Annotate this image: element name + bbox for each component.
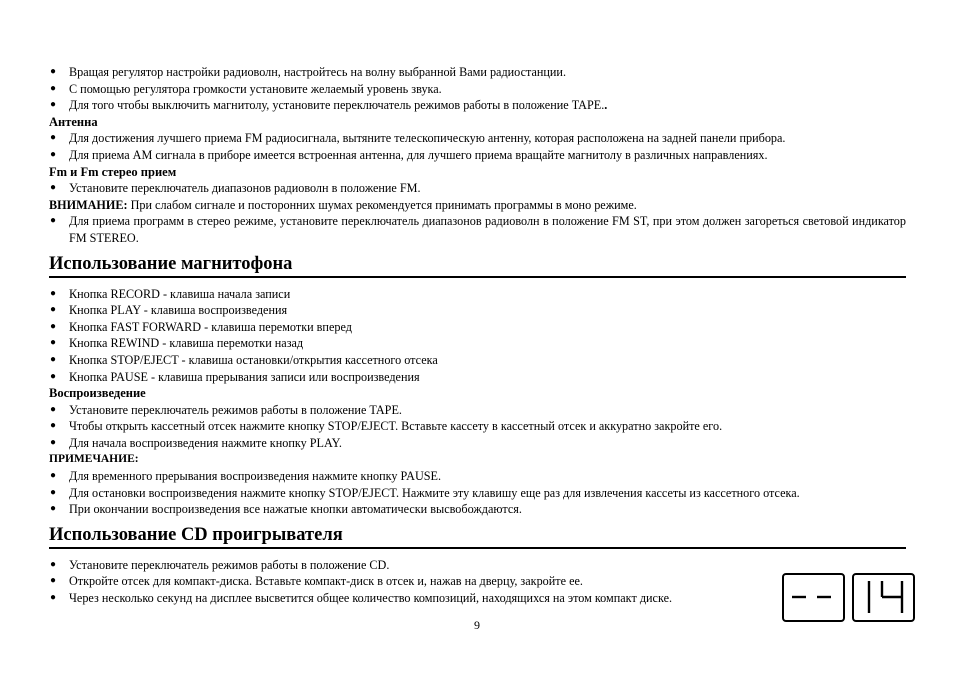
list-item: ● Для того чтобы выключить магнитолу, установите переключатель режимов работы в положение TAPE.. xyxy=(50,98,608,113)
list-item: ● Установите переключатель режимов работы в положение CD. xyxy=(50,557,390,572)
manual-page xyxy=(49,64,906,607)
attention-note xyxy=(49,197,906,214)
lcd-dashes-icon xyxy=(784,575,843,620)
list-item: ● Откройте отсек для компакт-диска. Вставьте компакт-диск в отсек и, нажав на дверцу, закройте ее. xyxy=(50,574,583,589)
bullet-icon: ● xyxy=(50,420,57,432)
bullet-icon: ● xyxy=(50,470,57,482)
attention-label: ВНИМАНИЕ: xyxy=(49,197,128,212)
bullet-icon: ● xyxy=(50,215,57,227)
bullet-icon: ● xyxy=(50,370,57,382)
bullet-icon: ● xyxy=(50,503,57,515)
list-item: ● Вращая регулятор настройки радиоволн, настройтесь на волну выбранной Вами радиостанции. xyxy=(50,65,566,79)
list-item: ● Установите переключатель диапазонов радиоволн в положение FM. xyxy=(50,181,421,196)
bullet-icon: ● xyxy=(50,287,57,299)
fm-stereo-heading: Fm и Fm стерео прием xyxy=(49,164,177,179)
bullet-icon: ● xyxy=(50,436,57,448)
lcd-display-track-count xyxy=(852,573,915,622)
bullet-icon: ● xyxy=(50,575,57,587)
bullet-icon: ● xyxy=(50,353,57,365)
list-item: ● Кнопка PAUSE - клавиша прерывания записи или воспроизведения xyxy=(50,369,420,384)
list-item: ● Кнопка STOP/EJECT - клавиша остановки/открытия кассетного отсека xyxy=(50,352,438,367)
cd-section-title: Использование CD проигрывателя xyxy=(49,524,906,549)
bullet-icon: ● xyxy=(50,82,57,94)
list-item: ● При окончании воспроизведения все нажатые кнопки автоматически высвобождаются. xyxy=(50,502,522,517)
list-item: ● Для остановки воспроизведения нажмите кнопку STOP/EJECT. Нажмите эту клавишу еще раз для извлечения кассеты из кассетного отсека. xyxy=(50,485,800,500)
cd-instructions xyxy=(49,557,769,607)
list-item: ● Для временного прерывания воспроизведения нажмите кнопку PAUSE. xyxy=(50,469,442,484)
bullet-icon: ● xyxy=(50,132,57,144)
bullet-icon: ● xyxy=(50,558,57,570)
lcd-digits-icon xyxy=(854,575,913,620)
attention-text: При слабом сигнале и посторонних шумах рекомендуется принимать программы в моно режиме. xyxy=(127,197,637,212)
list-item: ● Кнопка PLAY - клавиша воспроизведения xyxy=(50,303,288,318)
tape-section-title: Использование магнитофона xyxy=(49,253,906,278)
antenna-heading: Антенна xyxy=(49,114,98,129)
bullet-icon: ● xyxy=(50,320,57,332)
page-number: 9 xyxy=(474,618,480,632)
list-item: ● Кнопка REWIND - клавиша перемотки назад xyxy=(50,336,304,351)
list-item: ● С помощью регулятора громкости установите желаемый уровень звука. xyxy=(50,81,442,96)
note-heading: ПРИМЕЧАНИЕ: xyxy=(49,453,139,466)
list-item: ● Для приема программ в стерео режиме, установите переключатель диапазонов радиоволн в положение FM ST, при этом должен загореться световой индикатор FM STEREO. xyxy=(50,214,906,245)
list-item: ● Для достижения лучшего приема FM радиосигнала, вытяните телескопическую антенну, которая расположена на задней панели прибора. xyxy=(50,131,786,146)
list-item: ● Для приема AM сигнала в приборе имеется встроенная антенна, для лучшего приема вращайте магнитолу в различных направлениях. xyxy=(50,147,768,162)
bullet-icon: ● xyxy=(50,304,57,316)
list-item: ● Установите переключатель режимов работы в положение TAPE. xyxy=(50,402,402,417)
bullet-icon: ● xyxy=(50,148,57,160)
list-item: ● Чтобы открыть кассетный отсек нажмите кнопку STOP/EJECT. Вставьте кассету в кассетный отсек и аккуратно закройте его. xyxy=(50,419,723,434)
lcd-display-dashes xyxy=(782,573,845,622)
list-item: ● Для начала воспроизведения нажмите кнопку PLAY. xyxy=(50,435,342,450)
list-item: ● Через несколько секунд на дисплее высветится общее количество композиций, находящихся на этом компакт диске. xyxy=(50,591,673,606)
bullet-icon: ● xyxy=(50,337,57,349)
bullet-icon: ● xyxy=(50,99,57,111)
bullet-icon: ● xyxy=(50,66,57,77)
list-item: ● Кнопка FAST FORWARD - клавиша перемотки вперед xyxy=(50,319,352,334)
bullet-icon: ● xyxy=(50,182,57,194)
bullet-icon: ● xyxy=(50,486,57,498)
bullet-icon: ● xyxy=(50,592,57,604)
playback-heading: Воспроизведение xyxy=(49,386,146,401)
list-item: ● Кнопка RECORD - клавиша начала записи xyxy=(50,286,291,301)
bullet-icon: ● xyxy=(50,403,57,415)
